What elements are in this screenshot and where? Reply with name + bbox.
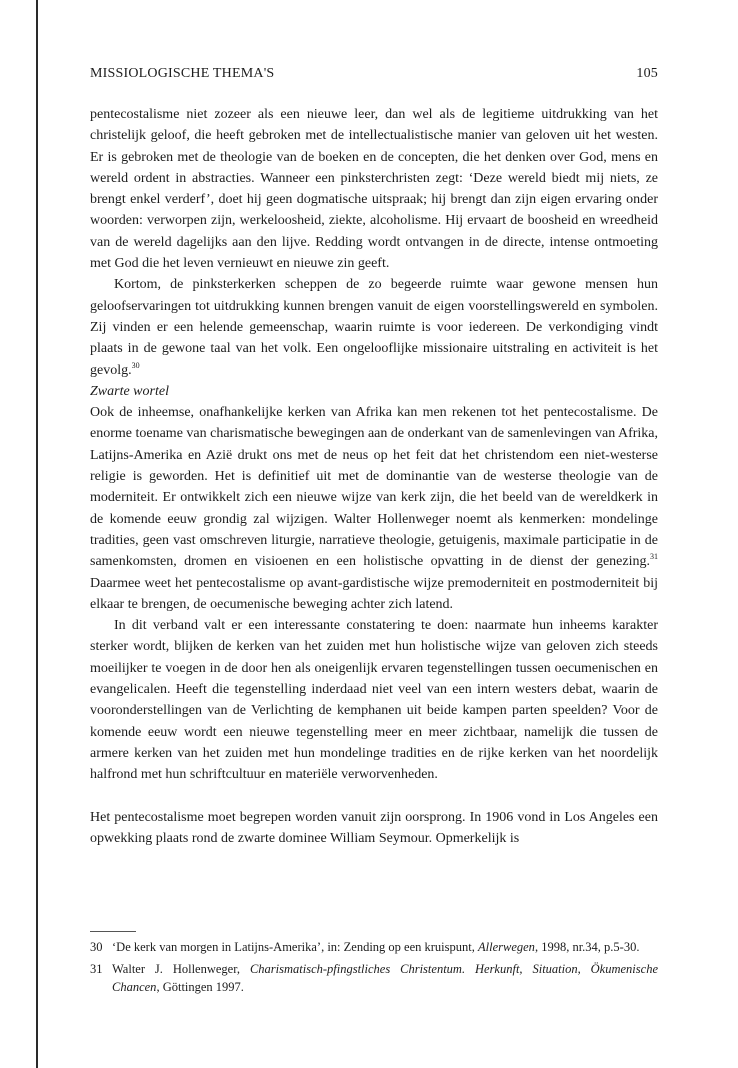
footnote-ref-31[interactable]: 31 xyxy=(650,552,658,562)
footnote-body xyxy=(112,938,658,957)
footnote-text: Walter J. Hollenweger, xyxy=(112,961,250,976)
page-number: 105 xyxy=(636,66,658,81)
paragraph-2-text: Kortom, de pinksterkerken scheppen de zo begeerde ruimte waar gewone mensen hun geloofservaringen tot uitdrukking kunnen brengen vanuit de eigen voorstellingswereld en symbolen. Zij vinden er een helende gemeenschap, waarin ruimte is voor iedereen. De verkondiging vindt plaats in de gewone taal van het volk. Een ongelooflijke missionaire uitstraling en activiteit is het gevolg. xyxy=(90,277,658,378)
footnote-number: 31 xyxy=(90,961,103,976)
footnote-text: , Göttingen 1997. xyxy=(156,980,244,994)
paragraph-3-text-a: Ook de inheemse, onafhankelijke kerken van Afrika kan men rekenen tot het pentecostalisme. De enorme toename van charismatische bewegingen aan de onderkant van de samenlevingen van Afrika, Latijns-Amerika en Azië drukt ons met de neus op het feit dat het christendom een niet-westerse religie is geworden. Het is definitief uit met de dominantie van de westerse theologie van de moderniteit. Er ontwikkelt zich een nieuwe wijze van kerk zijn, die het beeld van de wereldkerk in de komende eeuw grondig zal wijzigen. Walter Hollenweger noemt als kenmerken: mondelinge tradities, geen vast omschreven liturgie, narratieve theologie, getuigenis, maximale participatie in de samenkomsten, dromen en visioenen en een holistische opvatting in de dienst der genezing. xyxy=(90,405,658,570)
body-text xyxy=(90,104,658,849)
paragraph-4: In dit verband valt er een interessante constatering te doen: naarmate hun inheems karakter sterker wordt, blijken de kerken van het zuiden met hun holistische wijze van geloven zich steeds moeilijker te voegen in de door hen als oneigenlijk ervaren tegenstellingen tussen oecumenischen en evangelicalen. Heeft die tegenstelling inderdaad niet veel van een intern westers debat, waarin de vooronderstellingen van de Verlichting de kemphanen uit beide kampen parten speelden? Voor de komende eeuw wordt een nieuwe tegenstelling meer en meer zichtbaar, namelijk die tussen de armere kerken van het zuiden met hun mondelinge tradities en de rijke kerken van het noordelijk halfrond met hun schriftcultuur en materiële verworvenheden. xyxy=(90,618,658,783)
paragraph-3 xyxy=(90,402,658,615)
paragraph-3-text-b: Daarmee weet het pentecostalisme op avant-gardistische wijze premoderniteit en postmoderniteit bij elkaar te brengen, de oecumenische beweging achter zich latend. xyxy=(90,575,658,612)
footnote-30 xyxy=(90,938,658,957)
footnote-number: 30 xyxy=(90,940,103,954)
footnote-text: ‘De kerk van morgen in Latijns-Amerika’, in: Zending op een kruispunt, xyxy=(112,940,478,954)
footnote-italic-title: Charismatisch-pfingstliches Christentum. Herkunft, Situation, Ökumenische Chancen xyxy=(112,961,658,994)
paragraph-5: Het pentecostalisme moet begrepen worden vanuit zijn oorsprong. In 1906 vond in Los Angeles een opwekking plaats rond de zwarte dominee William Seymour. Opmerkelijk is xyxy=(90,809,658,846)
footnote-italic-title: Allerwegen xyxy=(478,940,535,954)
footnote-body xyxy=(112,960,658,997)
footnote-text: , 1998, nr.34, p.5-30. xyxy=(534,940,640,954)
running-head-title: MISSIOLOGISCHE THEMA'S xyxy=(90,66,275,81)
footnote-ref-30[interactable]: 30 xyxy=(131,360,140,370)
paragraph-2 xyxy=(90,274,658,380)
scan-binding-edge xyxy=(36,0,38,1068)
paragraph-1: pentecostalisme niet zozeer als een nieuwe leer, dan wel als de legitieme uitdrukking van het christelijk geloof, die heeft gebroken met de intellectualistische manier van geloven uit het westen. Er is gebroken met de theologie van de boeken en de concepten, die het denken over God, mens en wereld ordent in abstracties. Wanneer een pinksterchristen zegt: ‘Deze wereld biedt mij niets, ze brengt enkel verderf’, doet hij geen dogmatische uitspraak; hij brengt dan zijn eigen ervaring onder woorden: verworpen zijn, werkeloosheid, ziekte, alcoholisme. Hij ervaart de boosheid en wreedheid van de wereld dagelijks aan den lijve. Redding wordt ontvangen in de directe, intense ontmoeting met God die het leven vernieuwt en nieuwe zin geeft. xyxy=(90,107,658,272)
footnotes xyxy=(90,938,658,1000)
section-subheading: Zwarte wortel xyxy=(90,383,169,399)
running-head xyxy=(90,66,658,82)
footnote-rule xyxy=(90,931,136,932)
footnote-31 xyxy=(90,960,658,997)
